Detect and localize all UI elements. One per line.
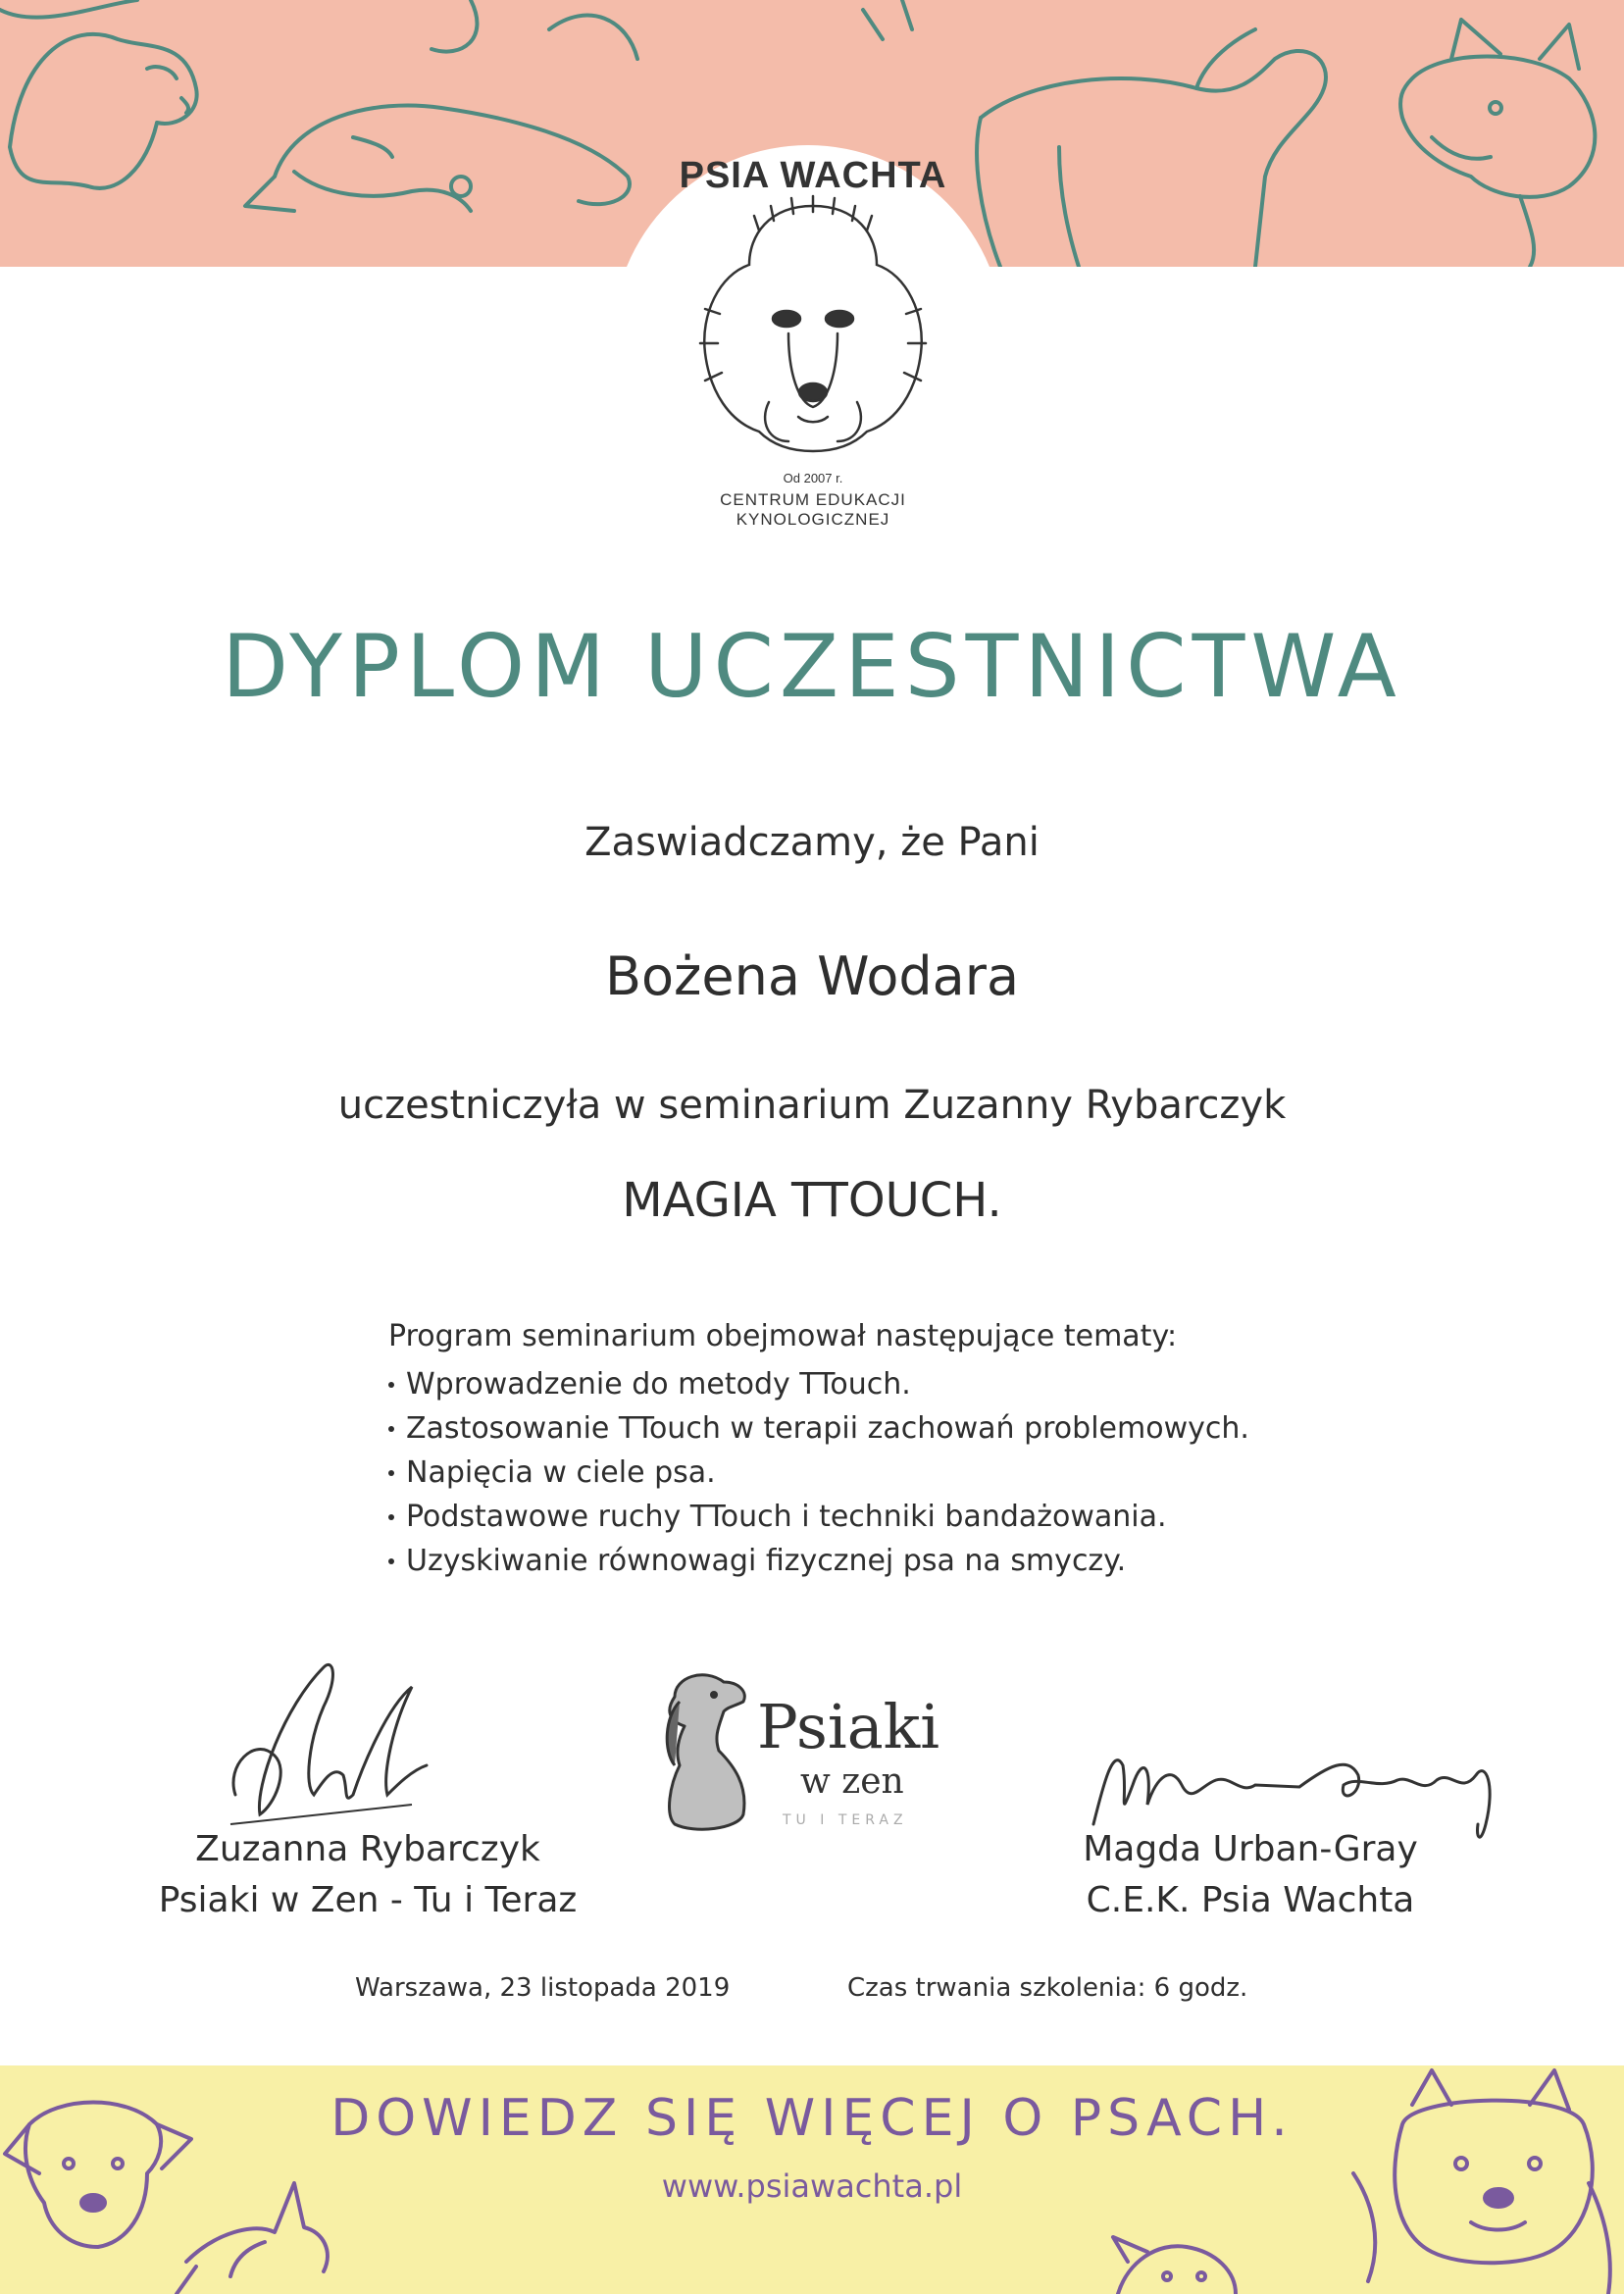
program-section [386, 1314, 1367, 1583]
signature-block-left [74, 1824, 662, 1926]
meditating-dog-icon [635, 1657, 773, 1844]
logo-line-3: TU I TERAZ [783, 1812, 908, 1828]
logo-line-1: Psiaki [757, 1691, 940, 1762]
course-name: MAGIA TTOUCH. [622, 1173, 1002, 1228]
bottom-slogan: DOWIEDZ SIĘ WIĘCEJ O PSACH. [330, 2089, 1294, 2148]
diploma-title: DYPLOM UCZESTNICTWA [222, 616, 1402, 717]
participation-line: uczestniczyła w seminarium Zuzanny Rybarczyk [337, 1083, 1287, 1128]
program-heading: Program seminarium obejmował następujące tematy: [388, 1319, 1178, 1353]
list-item: Wprowadzenie do metody TTouch. [386, 1362, 1367, 1406]
signature-left [216, 1648, 451, 1834]
logo-title: PSIA WACHTA [679, 155, 947, 196]
signer-organization: Psiaki w Zen - Tu i Teraz [158, 1880, 578, 1920]
psia-wachta-logo [651, 147, 975, 539]
list-item: Podstawowe ruchy TTouch i techniki bandażowania. [386, 1495, 1367, 1539]
list-item: Zastosowanie TTouch w terapii zachowań problemowych. [386, 1406, 1367, 1451]
participant-name: Bożena Wodara [604, 945, 1020, 1007]
signature-block-right [956, 1824, 1545, 1926]
logo-line-2: w zen [800, 1761, 904, 1802]
website-link[interactable]: www.psiawachta.pl [661, 2167, 963, 2205]
signer-name: Zuzanna Rybarczyk [195, 1829, 540, 1869]
training-duration: Czas trwania szkolenia: 6 godz. [847, 1973, 1248, 2003]
list-item: Napięcia w ciele psa. [386, 1451, 1367, 1495]
logo-subtitle: CENTRUM EDUKACJI KYNOLOGICZNEJ [720, 490, 906, 529]
psiaki-w-zen-logo [635, 1657, 989, 1854]
signer-name: Magda Urban-Gray [1083, 1829, 1418, 1869]
list-item: Uzyskiwanie równowagi fizycznej psa na smyczy. [386, 1539, 1367, 1583]
date-place: Warszawa, 23 listopada 2019 [355, 1973, 731, 2003]
logo-since: Od 2007 r. [783, 471, 843, 485]
certify-line: Zaswiadczamy, że Pani [584, 820, 1040, 865]
signer-organization: C.E.K. Psia Wachta [1086, 1880, 1415, 1920]
program-topics [386, 1362, 1367, 1583]
